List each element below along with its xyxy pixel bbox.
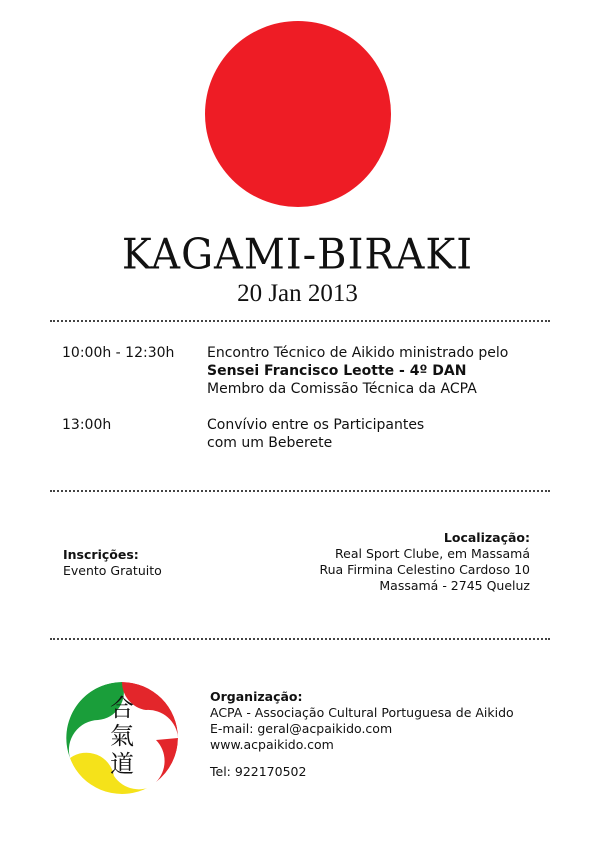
dotted-divider <box>50 490 550 492</box>
schedule-desc-line: Encontro Técnico de Aikido ministrado pelo <box>207 345 509 361</box>
acpa-aikido-logo <box>64 680 180 796</box>
organization-email[interactable]: E-mail: geral@acpaikido.com <box>210 721 393 736</box>
event-date: 20 Jan 2013 <box>237 280 358 307</box>
dotted-divider <box>50 638 550 640</box>
schedule-time: 13:00h <box>62 417 112 433</box>
event-title: KAGAMI-BIRAKI <box>121 230 474 280</box>
kanji-ki: 氣 <box>110 722 134 750</box>
location-line: Rua Firmina Celestino Cardoso 10 <box>319 562 530 577</box>
location-line: Massamá - 2745 Queluz <box>379 578 530 593</box>
schedule-desc-line: com um Beberete <box>207 435 333 451</box>
registration-label: Inscrições: <box>63 547 139 562</box>
kanji-ai: 合 <box>110 694 134 722</box>
schedule-time: 10:00h - 12:30h <box>62 345 175 361</box>
organization-name: ACPA - Associação Cultural Portuguesa de Aikido <box>210 705 514 720</box>
kanji-do: 道 <box>110 750 134 778</box>
location-label: Localização: <box>443 530 530 545</box>
schedule-desc-line: Convívio entre os Participantes <box>207 417 425 433</box>
red-sun-circle <box>205 21 391 207</box>
sensei-name: Sensei Francisco Leotte - 4º DAN <box>207 363 467 379</box>
registration-value: Evento Gratuito <box>63 563 162 578</box>
organization-label: Organização: <box>210 689 303 704</box>
organization-website[interactable]: www.acpaikido.com <box>210 737 334 752</box>
dotted-divider <box>50 320 550 322</box>
schedule-desc-line: Membro da Comissão Técnica da ACPA <box>207 381 477 397</box>
organization-phone: Tel: 922170502 <box>210 764 307 779</box>
location-line: Real Sport Clube, em Massamá <box>335 546 530 561</box>
